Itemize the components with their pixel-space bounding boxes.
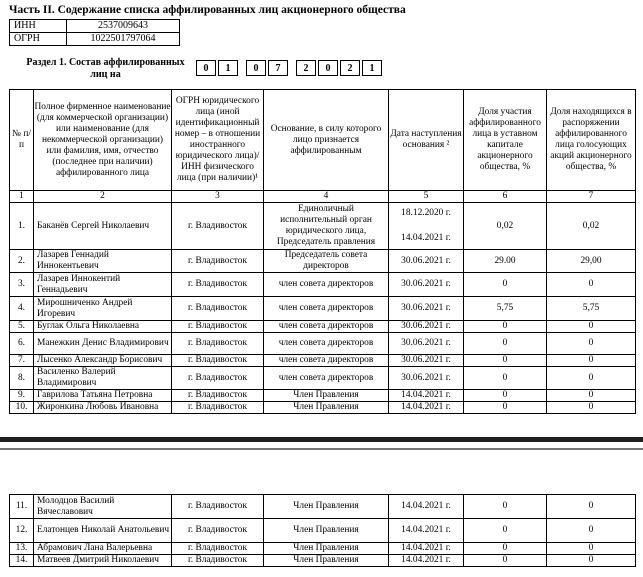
row-number: 6.: [10, 333, 34, 355]
header-name: Полное фирменное наименование (для коммерческой организации) или наименование (для некоммерческой организации) или фамилия, имя, отчество (последнее при наличии) аффилированного лица: [34, 90, 172, 191]
affiliate-location: г. Владивосток: [172, 543, 264, 555]
row-number: 4.: [10, 297, 34, 321]
affiliate-name: Манежкин Денис Владимирович: [34, 333, 172, 355]
table-row: [10, 321, 636, 333]
voting-share: 0: [547, 367, 636, 390]
capital-share: 0: [464, 543, 547, 555]
row-number: 10.: [10, 402, 34, 414]
part-title: Часть II. Содержание списка аффилированных лиц акционерного общества: [9, 4, 406, 16]
voting-share: 29,00: [547, 250, 636, 273]
affiliate-location: г. Владивосток: [172, 250, 264, 273]
date-digit: 1: [218, 60, 238, 76]
date-digit: 0: [246, 60, 266, 76]
page-break-bar: [0, 437, 643, 442]
row-number: 1.: [10, 203, 34, 250]
capital-share: 0: [464, 367, 547, 390]
affiliation-basis: Член Правления: [264, 519, 389, 543]
affiliation-basis: Член Правления: [264, 543, 389, 555]
header-num: № п/п: [10, 90, 34, 191]
inn-value: 2537009643: [67, 20, 180, 33]
voting-share: 0: [547, 402, 636, 414]
row-number: 12.: [10, 519, 34, 543]
affiliation-basis: член совета директоров: [264, 321, 389, 333]
affiliation-basis: член совета директоров: [264, 367, 389, 390]
table-row: [10, 495, 636, 519]
basis-date: 30.06.2021 г.: [389, 297, 464, 321]
affiliate-location: г. Владивосток: [172, 390, 264, 402]
header-date: Дата наступления основания ²: [389, 90, 464, 191]
affiliation-basis: член совета директоров: [264, 273, 389, 297]
voting-share: 0,02: [547, 203, 636, 250]
affiliate-name: Мирошниченко Андрей Игоревич: [34, 297, 172, 321]
voting-share: 0: [547, 519, 636, 543]
affiliation-basis: Член Правления: [264, 555, 389, 567]
voting-share: 0: [547, 355, 636, 367]
page-break-line: [0, 448, 643, 450]
table-row: [10, 273, 636, 297]
basis-date: 30.06.2021 г.: [389, 321, 464, 333]
capital-share: 0: [464, 519, 547, 543]
basis-date: 30.06.2021 г.: [389, 333, 464, 355]
date-digit: 0: [196, 60, 216, 76]
affiliate-location: г. Владивосток: [172, 273, 264, 297]
affiliate-location: г. Владивосток: [172, 519, 264, 543]
basis-date: 30.06.2021 г.: [389, 367, 464, 390]
column-number: 2: [34, 191, 172, 203]
capital-share: 0: [464, 355, 547, 367]
affiliate-location: г. Владивосток: [172, 495, 264, 519]
affiliate-name: Буглак Ольга Николаевна: [34, 321, 172, 333]
basis-line: Председатель правления: [276, 237, 376, 247]
date-line: 14.04.2021 г.: [401, 233, 451, 243]
capital-share: 0: [464, 390, 547, 402]
capital-share: 29.00: [464, 250, 547, 273]
voting-share: 0: [547, 555, 636, 567]
basis-date: 14.04.2021 г.: [389, 390, 464, 402]
capital-share: 0: [464, 495, 547, 519]
inn-label: ИНН: [10, 20, 67, 33]
affiliate-location: г. Владивосток: [172, 321, 264, 333]
table-row: [10, 367, 636, 390]
column-number: 3: [172, 191, 264, 203]
row-number: 9.: [10, 390, 34, 402]
date-digit: 0: [318, 60, 338, 76]
header-basis: Основание, в силу которого лицо признается аффилированным: [264, 90, 389, 191]
row-number: 8.: [10, 367, 34, 390]
row-number: 13.: [10, 543, 34, 555]
affiliate-name: Баканёв Сергей Николаевич: [34, 203, 172, 250]
voting-share: 0: [547, 321, 636, 333]
voting-share: 0: [547, 333, 636, 355]
voting-share: 0: [547, 390, 636, 402]
column-number: 1: [10, 191, 34, 203]
row-number: 3.: [10, 273, 34, 297]
affiliation-basis: Член Правления: [264, 402, 389, 414]
basis-date: 14.04.2021 г.: [389, 543, 464, 555]
table-row: [10, 519, 636, 543]
table-row: [10, 555, 636, 567]
capital-share: 0: [464, 333, 547, 355]
voting-share: 0: [547, 543, 636, 555]
affiliates-table: [9, 89, 636, 414]
affiliate-name: Матвеев Дмитрий Николаевич: [34, 555, 172, 567]
affiliate-location: г. Владивосток: [172, 203, 264, 250]
header-id: ОГРН юридического лица (иной идентификационный номер – в отношении иностранного юридического лица)/ ИНН физического лица (при наличии)¹: [172, 90, 264, 191]
row-number: 2.: [10, 250, 34, 273]
table-row: [10, 402, 636, 414]
affiliate-location: г. Владивосток: [172, 402, 264, 414]
table-row: [10, 297, 636, 321]
capital-share: 0: [464, 555, 547, 567]
row-number: 7.: [10, 355, 34, 367]
basis-date: 14.04.2021 г.: [389, 402, 464, 414]
row-number: 5.: [10, 321, 34, 333]
column-number: 5: [389, 191, 464, 203]
date-digit: 1: [362, 60, 382, 76]
affiliation-basis: Член Правления: [264, 390, 389, 402]
date-digit: 7: [268, 60, 288, 76]
table-header-row: [10, 90, 636, 191]
affiliate-name: Елатонцев Николай Анатольевич: [34, 519, 172, 543]
voting-share: 5,75: [547, 297, 636, 321]
affiliate-name: Молодцов Василий Вячеславович: [34, 495, 172, 519]
section-title-line2: лиц на: [90, 69, 121, 80]
voting-share: 0: [547, 495, 636, 519]
ogrn-label: ОГРН: [10, 33, 67, 46]
affiliate-location: г. Владивосток: [172, 555, 264, 567]
table-row: [10, 250, 636, 273]
table-row: [10, 390, 636, 402]
affiliation-basis: [264, 203, 389, 250]
date-line: 18.12.2020 г.: [401, 208, 451, 218]
basis-date: 14.04.2021 г.: [389, 495, 464, 519]
row-number: 14.: [10, 555, 34, 567]
date-digit: 2: [340, 60, 360, 76]
capital-share: 0: [464, 273, 547, 297]
affiliation-basis: Член Правления: [264, 495, 389, 519]
basis-date: 14.04.2021 г.: [389, 555, 464, 567]
column-number: 4: [264, 191, 389, 203]
affiliates-table-continued: [9, 494, 636, 567]
table-row: [10, 543, 636, 555]
basis-line: Единоличный исполнительный орган юридического лица,: [280, 204, 372, 236]
company-ids-table: [9, 19, 180, 46]
capital-share: 0: [464, 402, 547, 414]
basis-date: [389, 203, 464, 250]
affiliate-name: Абрамович Лана Валерьевна: [34, 543, 172, 555]
affiliate-location: г. Владивосток: [172, 333, 264, 355]
affiliate-name: Лазарев Иннокентий Геннадьевич: [34, 273, 172, 297]
capital-share: 5,75: [464, 297, 547, 321]
affiliate-name: Василенко Валерий Владимирович: [34, 367, 172, 390]
column-numbers-row: [10, 191, 636, 203]
section-title: [18, 57, 193, 81]
row-number: 11.: [10, 495, 34, 519]
column-number: 6: [464, 191, 547, 203]
table-row: [10, 355, 636, 367]
capital-share: 0: [464, 321, 547, 333]
ogrn-row: [10, 33, 180, 46]
inn-row: [10, 20, 180, 33]
section-title-line1: Раздел 1. Состав аффилированных: [26, 57, 185, 68]
basis-date: 30.06.2021 г.: [389, 250, 464, 273]
affiliate-name: Жиронкина Любовь Ивановна: [34, 402, 172, 414]
column-number: 7: [547, 191, 636, 203]
affiliate-location: г. Владивосток: [172, 297, 264, 321]
affiliate-location: г. Владивосток: [172, 355, 264, 367]
affiliate-name: Лысенко Александр Борисович: [34, 355, 172, 367]
voting-share: 0: [547, 273, 636, 297]
header-share: Доля участия аффилированного лица в уставном капитале акционерного общества, %: [464, 90, 547, 191]
affiliation-basis: член совета директоров: [264, 297, 389, 321]
header-votes: Доля находящихся в распоряжении аффилированного лица голосующих акций акционерного общества, %: [547, 90, 636, 191]
affiliate-name: Лазарев Геннадий Иннокентьевич: [34, 250, 172, 273]
date-digit: 2: [296, 60, 316, 76]
table-row: [10, 203, 636, 250]
affiliation-basis: член совета директоров: [264, 355, 389, 367]
ogrn-value: 1022501797064: [67, 33, 180, 46]
basis-date: 14.04.2021 г.: [389, 519, 464, 543]
affiliation-basis: член совета директоров: [264, 333, 389, 355]
affiliate-location: г. Владивосток: [172, 367, 264, 390]
affiliation-basis: Председатель совета директоров: [264, 250, 389, 273]
basis-date: 30.06.2021 г.: [389, 273, 464, 297]
affiliate-name: Гаврилова Татьяна Петровна: [34, 390, 172, 402]
basis-date: 30.06.2021 г.: [389, 355, 464, 367]
table-row: [10, 333, 636, 355]
capital-share: 0,02: [464, 203, 547, 250]
